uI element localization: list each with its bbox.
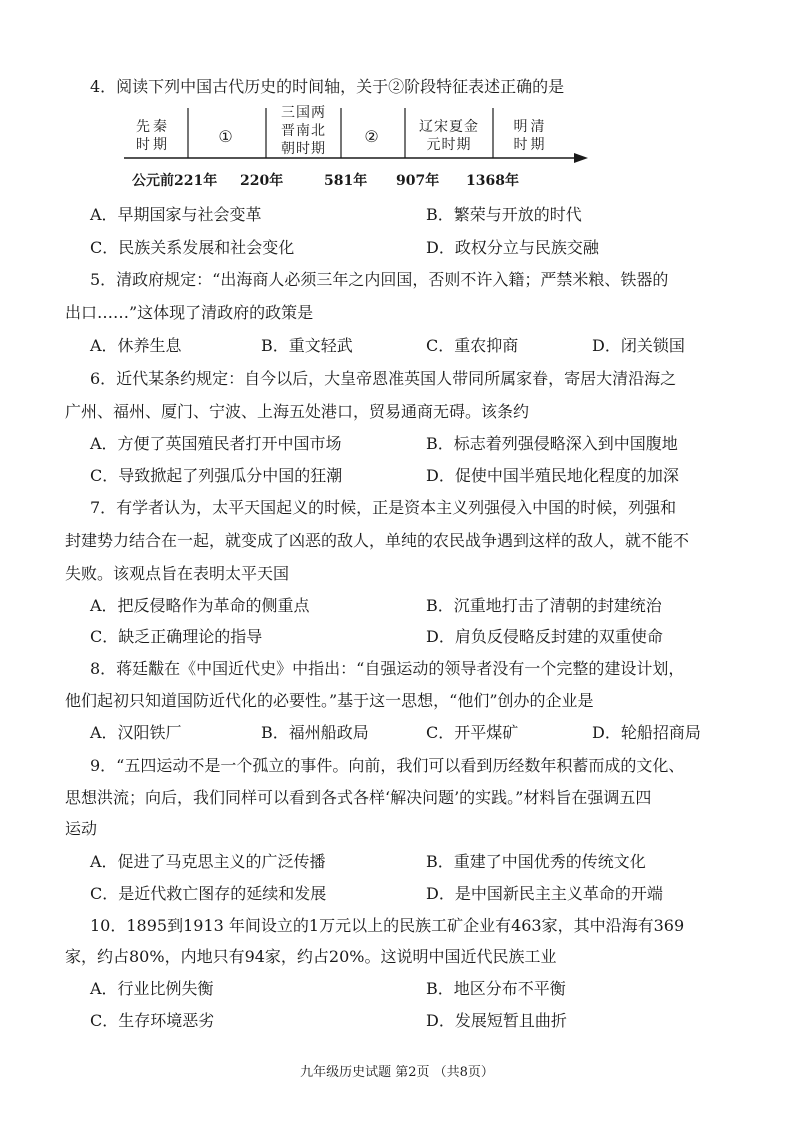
question-7-stem-line-2: 封建势力结合在一起，就变成了凶恶的敌人，单纯的农民战争遇到这样的敌人，就不能不 <box>65 531 690 550</box>
question-7-stem-line-1: 7．有学者认为，太平天国起义的时候，正是资本主义列强侵入中国的时候，列强和 <box>90 498 677 517</box>
timeline-period-2: ① <box>218 127 236 146</box>
page-footer: 九年级历史试题 第2页 （共8页） <box>300 1065 494 1080</box>
question-6-stem-line-1: 6．近代某条约规定：自今以后，大皇帝恩准英国人带同所属家眷，寄居大清沿海之 <box>90 369 677 388</box>
question-9-stem-line-1: 9．“五四运动不是一个孤立的事件。向前，我们可以看到历经数年积蓄而成的文化、 <box>90 756 685 775</box>
question-6-option-b: B．标志着列强侵略深入到中国腹地 <box>426 434 678 453</box>
question-5-option-b: B．重文轻武 <box>261 336 353 355</box>
question-9-option-a: A．促进了马克思主义的广泛传播 <box>90 852 326 871</box>
question-4-option-c: C．民族关系发展和社会变化 <box>90 238 295 257</box>
question-7-option-c: C．缺乏正确理论的指导 <box>90 627 263 646</box>
question-5-stem-line-1: 5．清政府规定：“出海商人必须三年之内回国，否则不许入籍；严禁米粮、铁器的 <box>90 270 669 289</box>
question-5-option-c: C．重农抑商 <box>426 336 519 355</box>
question-10-option-d: D．发展短暂且曲折 <box>426 1011 567 1030</box>
timeline-period-3: 三国两 晋南北 朝时期 <box>281 105 326 157</box>
timeline-period-1: 先秦 时期 <box>136 119 170 153</box>
question-4-option-d: D．政权分立与民族交融 <box>426 238 599 257</box>
question-9-stem-line-3: 运动 <box>65 819 98 838</box>
question-4-option-b: B．繁荣与开放的时代 <box>426 205 582 224</box>
timeline-period-6: 明清 时期 <box>513 119 548 153</box>
question-7-option-d: D．肩负反侵略反封建的双重使命 <box>426 627 663 646</box>
question-8-option-c: C．开平煤矿 <box>426 723 519 742</box>
question-8-stem-line-2: 他们起初只知道国防近代化的必要性。”基于这一思想，“他们”创办的企业是 <box>65 691 594 710</box>
question-6-option-c: C．导致掀起了列强瓜分中国的狂潮 <box>90 466 343 485</box>
question-10-option-a: A．行业比例失衡 <box>90 979 214 998</box>
question-6-stem-line-2: 广州、福州、厦门、宁波、上海五处港口，贸易通商无碍。该条约 <box>65 402 530 421</box>
question-10-stem-line-2: 家，约占80%，内地只有94家，约占20%。这说明中国近代民族工业 <box>65 947 557 966</box>
timeline-year-2: 220年 <box>240 173 284 189</box>
question-10-option-c: C．生存环境恶劣 <box>90 1011 215 1030</box>
timeline-period-5: 辽宋夏金 元时期 <box>419 119 479 153</box>
question-4-option-a: A．早期国家与社会变革 <box>90 205 262 224</box>
question-4-stem: 4．阅读下列中国古代历史的时间轴，关于②阶段特征表述正确的是 <box>90 77 565 96</box>
question-9-option-c: C．是近代救亡图存的延续和发展 <box>90 884 327 903</box>
question-10-stem-line-1: 10．1895到1913 年间设立的1万元以上的民族工矿企业有463家，其中沿海有369 <box>90 916 685 935</box>
question-8-option-b: B．福州船政局 <box>261 723 369 742</box>
timeline-year-1: 公元前221年 <box>132 173 218 189</box>
question-6-option-a: A．方便了英国殖民者打开中国市场 <box>90 434 342 453</box>
question-10-option-b: B．地区分布不平衡 <box>426 979 566 998</box>
question-7-option-b: B．沉重地打击了清朝的封建统治 <box>426 596 662 615</box>
question-5-option-d: D．闭关锁国 <box>592 336 685 355</box>
timeline-period-4: ② <box>364 127 382 146</box>
question-5-stem-line-2: 出口……”这体现了清政府的政策是 <box>65 303 314 322</box>
question-9-option-d: D．是中国新民主主义革命的开端 <box>426 884 663 903</box>
question-7-stem-line-3: 失败。该观点旨在表明太平天国 <box>65 564 290 583</box>
question-9-option-b: B．重建了中国优秀的传统文化 <box>426 852 646 871</box>
question-9-stem-line-2: 思想洪流；向后，我们同样可以看到各式各样‘解决问题’的实践。”材料旨在强调五四 <box>65 788 652 807</box>
question-7-option-a: A．把反侵略作为革命的侧重点 <box>90 596 310 615</box>
question-6-option-d: D．促使中国半殖民地化程度的加深 <box>426 466 679 485</box>
timeline-year-4: 907年 <box>396 173 440 189</box>
timeline-year-5: 1368年 <box>466 173 519 189</box>
timeline-figure <box>118 104 588 204</box>
question-8-option-a: A．汉阳铁厂 <box>90 723 182 742</box>
question-8-stem-line-1: 8．蒋廷黻在《中国近代史》中指出：“自强运动的领导者没有一个完整的建设计划， <box>90 659 685 678</box>
question-5-option-a: A．休养生息 <box>90 336 182 355</box>
question-8-option-d: D．轮船招商局 <box>592 723 701 742</box>
timeline-year-3: 581年 <box>324 173 368 189</box>
